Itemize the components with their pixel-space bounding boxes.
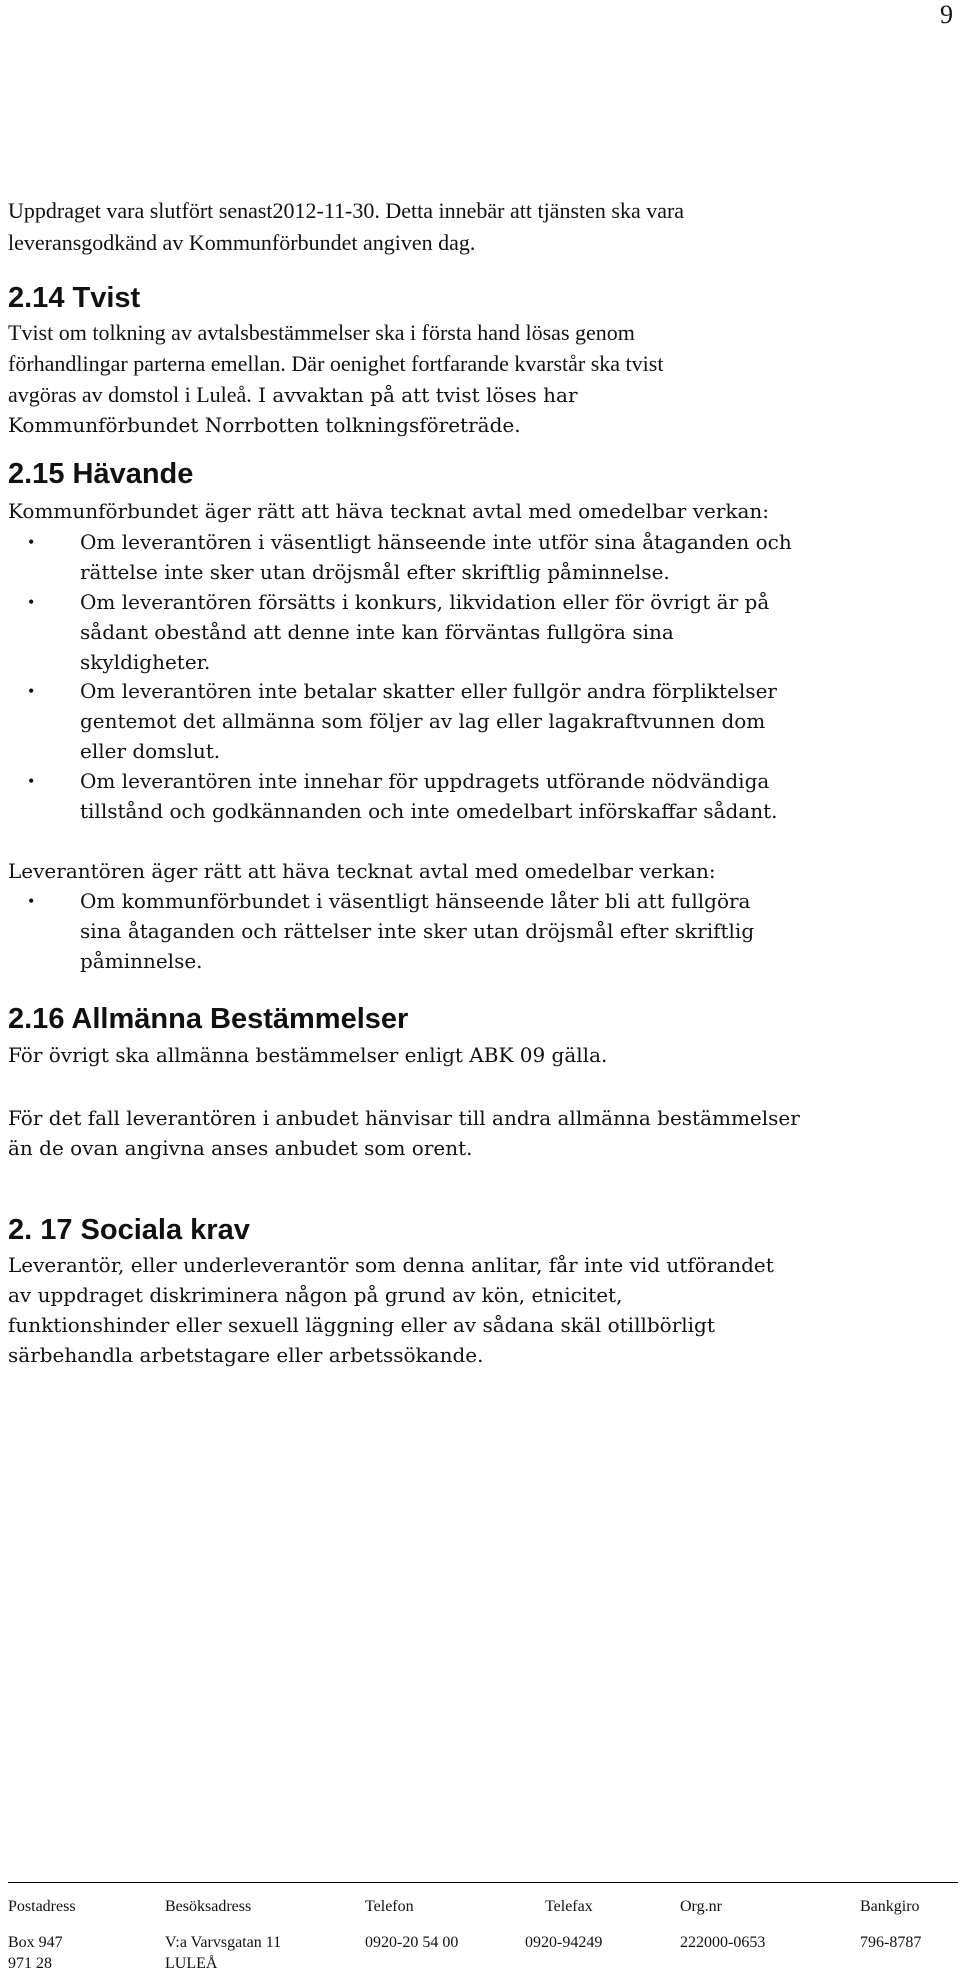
footer-value-postnummer: 971 28 [8, 1955, 52, 1972]
footer-label-telefon: Telefon [365, 1898, 414, 1915]
footer-value-box: Box 947 [8, 1934, 63, 1951]
footer-rule [8, 1882, 958, 1883]
allmanna-p1: För övrigt ska allmänna bestämmelser enligt ABK 09 gälla. [8, 1043, 608, 1067]
sociala-line-4: särbehandla arbetstagare eller arbetssökande. [8, 1343, 484, 1367]
bullet-5-line-1: Om kommunförbundet i väsentligt hänseende låter bli att fullgöra [80, 889, 751, 913]
bullet-icon: • [28, 681, 35, 701]
footer-value-telefon: 0920-20 54 00 [365, 1934, 459, 1951]
bullet-3-line-1: Om leverantören inte betalar skatter eller fullgör andra förpliktelser [80, 679, 777, 703]
tvist-line-4: Kommunförbundet Norrbotten tolkningsföreträde. [8, 413, 521, 437]
footer-value-city: LULEÅ [165, 1955, 218, 1972]
page-number: 9 [940, 0, 953, 29]
section-heading-allmanna: 2.16 Allmänna Bestämmelser [8, 1003, 409, 1035]
footer-label-postadress: Postadress [8, 1898, 76, 1915]
bullet-2-line-1: Om leverantören försätts i konkurs, likvidation eller för övrigt är på [80, 590, 770, 614]
footer-label-besoksadress: Besöksadress [165, 1898, 252, 1915]
tvist-line-3 [8, 380, 578, 410]
footer-value-telefax: 0920-94249 [525, 1934, 603, 1951]
bullet-icon: • [28, 592, 35, 612]
tvist-line-2: förhandlingar parterna emellan. Där oenighet fortfarande kvarstår ska tvist [8, 351, 664, 376]
bullet-icon: • [28, 771, 35, 791]
tvist-line-3a: avgöras av domstol i Luleå. [8, 382, 252, 407]
bullet-icon: • [28, 891, 35, 911]
sociala-line-2: av uppdraget diskriminera någon på grund av kön, etnicitet, [8, 1283, 623, 1307]
footer-label-orgnr: Org.nr [680, 1898, 722, 1915]
intro-line-2: leveransgodkänd av Kommunförbundet angiven dag. [8, 230, 476, 255]
footer-label-telefax: Telefax [545, 1898, 593, 1915]
bullet-icon: • [28, 532, 35, 552]
footer-label-bankgiro: Bankgiro [860, 1898, 920, 1915]
section-heading-sociala: 2. 17 Sociala krav [8, 1214, 250, 1246]
bullet-4-line-2: tillstånd och godkännanden och inte omedelbart införskaffar sådant. [80, 799, 778, 823]
allmanna-p2-line-2: än de ovan angivna anses anbudet som orent. [8, 1136, 473, 1160]
sociala-line-1: Leverantör, eller underleverantör som denna anlitar, får inte vid utförandet [8, 1253, 774, 1277]
section-heading-havande: 2.15 Hävande [8, 458, 194, 490]
bullet-5-line-3: påminnelse. [80, 949, 203, 973]
tvist-line-3b: I avvaktan på att tvist löses har [251, 383, 578, 407]
bullet-2-line-2: sådant obestånd att denne inte kan förväntas fullgöra sina [80, 620, 674, 644]
sociala-line-3: funktionshinder eller sexuell läggning eller av sådana skäl otillbörligt [8, 1313, 715, 1337]
bullet-4-line-1: Om leverantören inte innehar för uppdragets utförande nödvändiga [80, 769, 770, 793]
havande-intro-2: Leverantören äger rätt att häva tecknat avtal med omedelbar verkan: [8, 859, 716, 883]
tvist-line-1: Tvist om tolkning av avtalsbestämmelser ska i första hand lösas genom [8, 320, 635, 345]
allmanna-p2-line-1: För det fall leverantören i anbudet hänvisar till andra allmänna bestämmelser [8, 1106, 800, 1130]
section-heading-tvist: 2.14 Tvist [8, 282, 141, 314]
havande-intro: Kommunförbundet äger rätt att häva tecknat avtal med omedelbar verkan: [8, 499, 770, 523]
intro-line-1: Uppdraget vara slutfört senast2012-11-30. Detta innebär att tjänsten ska vara [8, 198, 685, 223]
bullet-3-line-3: eller domslut. [80, 739, 221, 763]
bullet-1-line-1: Om leverantören i väsentligt hänseende inte utför sina åtaganden och [80, 530, 792, 554]
bullet-1-line-2: rättelse inte sker utan dröjsmål efter skriftlig påminnelse. [80, 560, 670, 584]
bullet-3-line-2: gentemot det allmänna som följer av lag eller lagakraftvunnen dom [80, 709, 766, 733]
footer-value-bankgiro: 796-8787 [860, 1934, 922, 1951]
bullet-5-line-2: sina åtaganden och rättelser inte sker utan dröjsmål efter skriftlig [80, 919, 755, 943]
footer-value-orgnr: 222000-0653 [680, 1934, 766, 1951]
footer-value-address: V:a Varvsgatan 11 [165, 1934, 282, 1951]
bullet-2-line-3: skyldigheter. [80, 650, 211, 674]
